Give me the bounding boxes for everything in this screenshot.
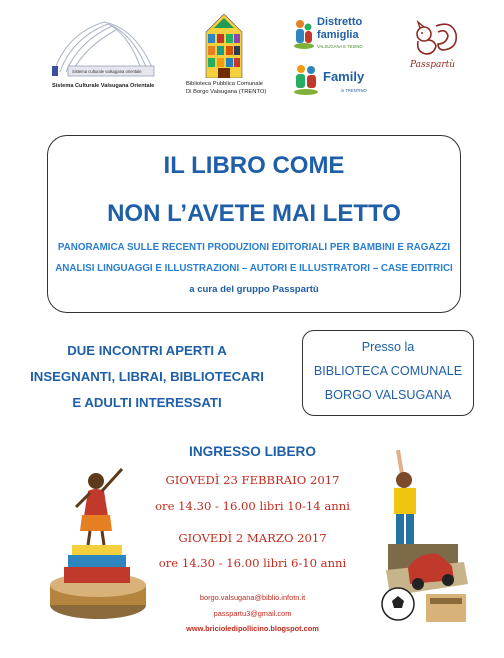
- open-book-icon: [46, 14, 161, 86]
- title-box: [47, 135, 461, 313]
- event-date-2: GIOVEDÌ 2 MARZO 2017: [178, 531, 327, 545]
- sistema-culturale-logo: [46, 14, 161, 92]
- family-figures-icon: [293, 18, 315, 50]
- family-tagline: in TRENTINO: [341, 88, 367, 93]
- location-line2: BIBLIOTECA COMUNALE: [313, 364, 463, 378]
- location-box: [302, 330, 474, 416]
- event-time-2: ore 14.30 - 16.00 libri 6-10 anni: [158, 556, 347, 570]
- colored-tower-icon: [204, 14, 244, 78]
- distretto-title-line2: famiglia: [317, 29, 359, 41]
- biblioteca-caption-line2: Di Borgo Valsugana (TRENTO): [186, 89, 267, 95]
- contact-email-passpartu[interactable]: passpartu3@gmail.com: [213, 609, 292, 618]
- meetings-line1: DUE INCONTRI APERTI A: [67, 343, 227, 358]
- title-line1: IL LIBRO COME: [163, 152, 345, 179]
- girl-on-books-illustration: [36, 455, 156, 625]
- subtitle-line1: PANORAMICA SULLE RECENTI PRODUZIONI EDITORIALI PER BAMBINI E RAGAZZI: [57, 242, 451, 253]
- meetings-line2: INSEGNANTI, LIBRAI, BIBLIOTECARI: [30, 369, 264, 384]
- passpartu-caption: Passpartù: [410, 60, 456, 70]
- location-line1: Presso la: [361, 340, 415, 354]
- curator-line: a cura del gruppo Passpartù: [189, 284, 319, 295]
- family-group-icon: [293, 62, 319, 96]
- sistema-box-text: Sistema culturale valsugana orientale: [72, 69, 142, 74]
- event-time-1: ore 14.30 - 16.00 libri 10-14 anni: [155, 499, 350, 513]
- title-line2: NON L’AVETE MAI LETTO: [107, 200, 401, 227]
- meetings-line3: E ADULTI INTERESSATI: [72, 395, 222, 410]
- entrance-label: INGRESSO LIBERO: [189, 444, 316, 459]
- contact-website[interactable]: www.bricioledipollicino.blogspot.com: [186, 624, 319, 633]
- distretto-tagline: VALSUGANA E TESINO: [317, 44, 363, 49]
- location-line3: BORGO VALSUGANA: [324, 388, 452, 402]
- family-title: Family: [323, 69, 365, 84]
- biblioteca-caption-line1: Biblioteca Pubblica Comunale: [186, 81, 264, 87]
- distretto-famiglia-logo: [293, 14, 383, 56]
- distretto-title-line1: Distretto: [317, 16, 363, 28]
- subtitle-line2: ANALISI LINGUAGGI E ILLUSTRAZIONI – AUTORI E ILLUSTRATORI – CASE EDITRICI: [55, 263, 453, 274]
- squirrel-icon: [402, 18, 462, 60]
- boy-on-car-illustration: [368, 444, 474, 636]
- biblioteca-logo: [204, 14, 244, 78]
- contact-email-library[interactable]: borgo.valsugana@biblio.infotn.it: [199, 593, 306, 602]
- event-date-1: GIOVEDÌ 23 FEBBRAIO 2017: [165, 473, 340, 487]
- family-trentino-logo: [293, 60, 383, 102]
- sistema-caption: Sistema Culturale Valsugana Orientale: [52, 83, 155, 89]
